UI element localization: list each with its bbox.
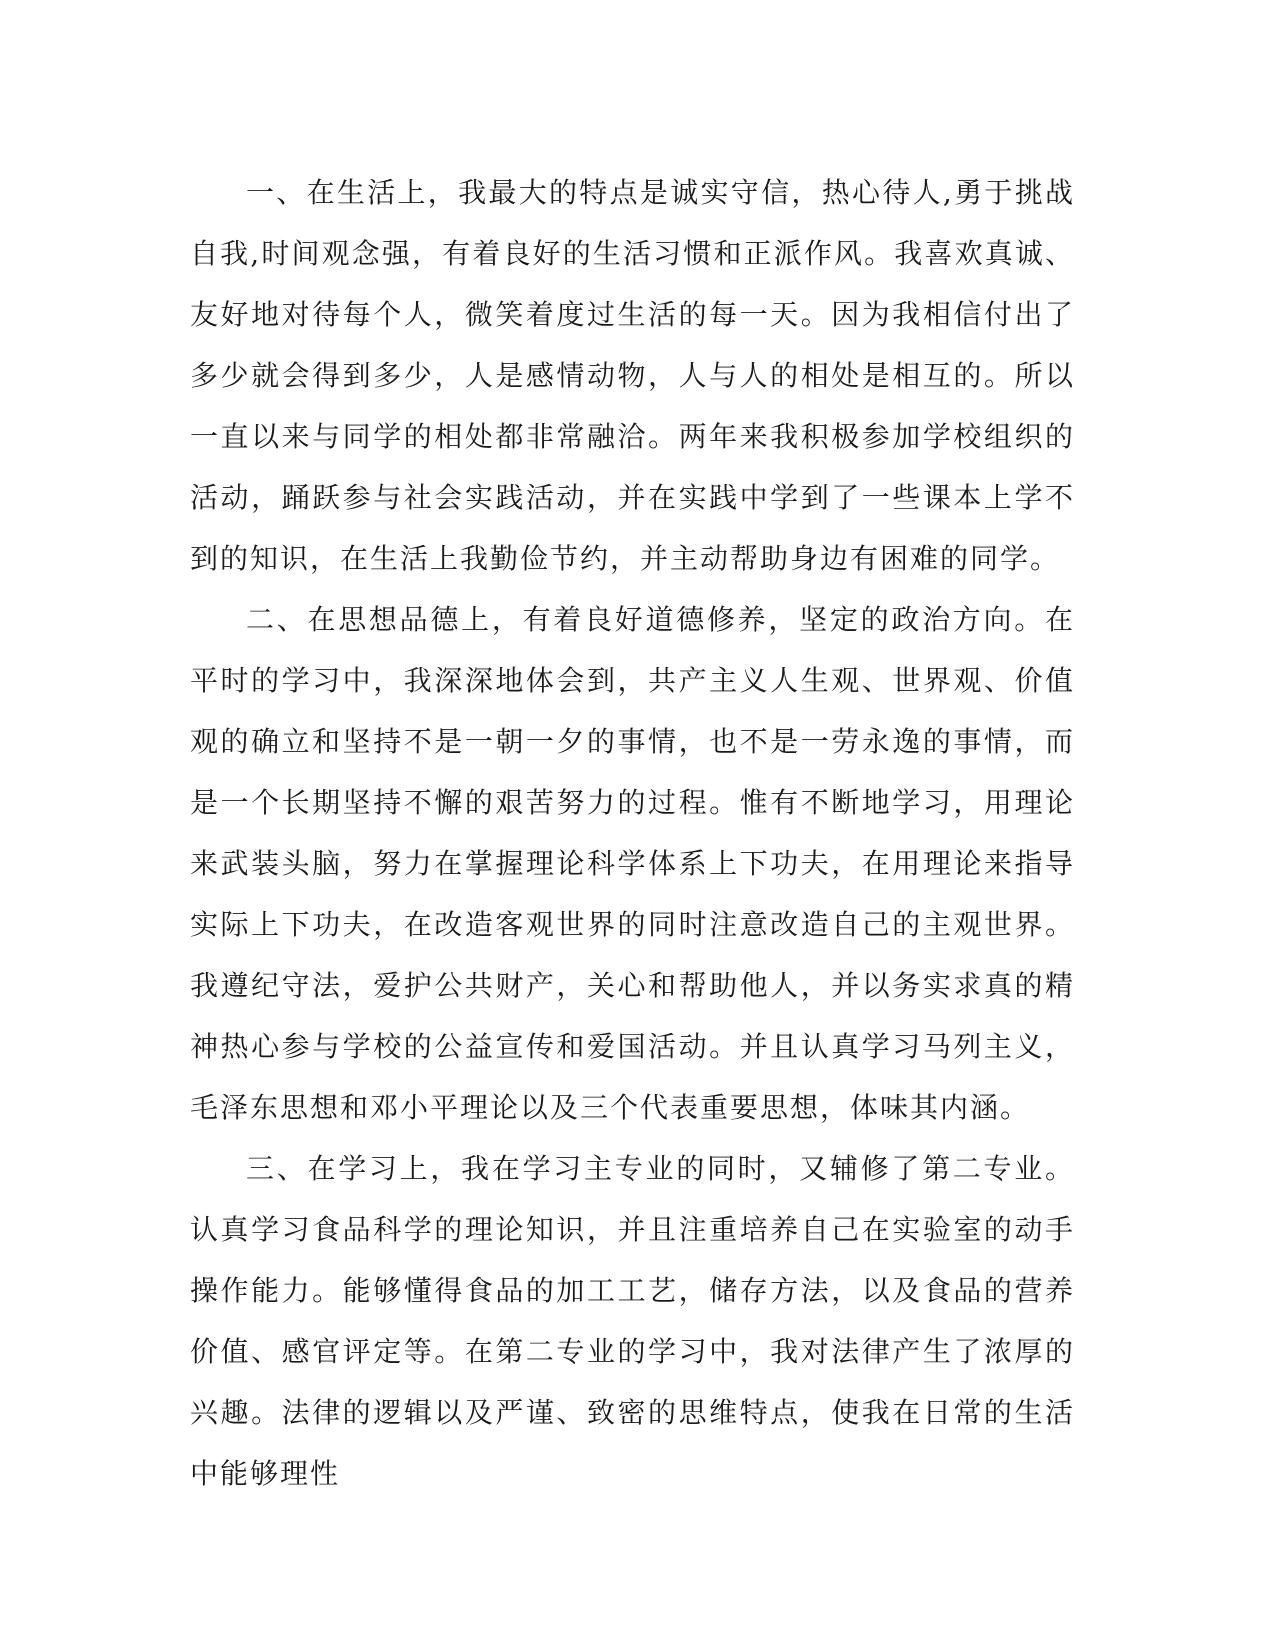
paragraph-ideology: 二、在思想品德上，有着良好道德修养，坚定的政治方向。在平时的学习中，我深深地体会到，共产主义人生观、世界观、价值观的确立和坚持不是一朝一夕的事情，也不是一劳永逸的事情，而是一个长期坚持不懈的艰苦努力的过程。惟有不断地学习，用理论来武装头脑，努力在掌握理论科学体系上下功夫，在用理论来指导实际上下功夫，在改造客观世界的同时注意改造自己的主观世界。我遵纪守法，爱护公共财产，关心和帮助他人，并以务实求真的精神热心参与学校的公益宣传和爱国活动。并且认真学习马列主义，毛泽东思想和邓小平理论以及三个代表重要思想，体味其内涵。 xyxy=(190,603,1075,1124)
paragraph-study: 三、在学习上，我在学习主专业的同时，又辅修了第二专业。认真学习食品科学的理论知识，并且注重培养自己在实验室的动手操作能力。能够懂得食品的加工工艺，储存方法，以及食品的营养价值、感官评定等。在第二专业的学习中，我对法律产生了浓厚的兴趣。法律的逻辑以及严谨、致密的思维特点，使我在日常的生活中能够理性 xyxy=(190,1152,1075,1490)
paragraph-life: 一、在生活上，我最大的特点是诚实守信，热心待人,勇于挑战自我,时间观念强，有着良好的生活习惯和正派作风。我喜欢真诚、友好地对待每个人，微笑着度过生活的每一天。因为我相信付出了多少就会得到多少，人是感情动物，人与人的相处是相互的。所以一直以来与同学的相处都非常融洽。两年来我积极参加学校组织的活动，踊跃参与社会实践活动，并在实践中学到了一些课本上学不到的知识，在生活上我勤俭节约，并主动帮助身边有困难的同学。 xyxy=(190,176,1075,575)
document-body xyxy=(190,162,1075,1504)
